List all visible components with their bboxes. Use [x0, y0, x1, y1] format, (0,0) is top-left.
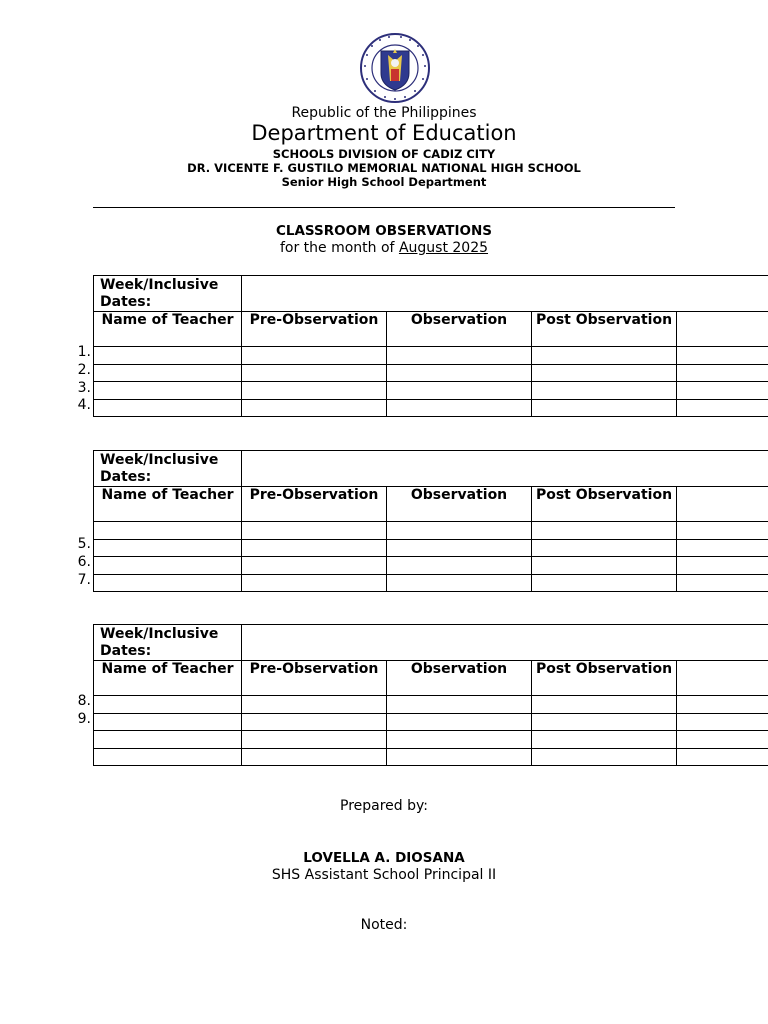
teacher-cell[interactable] [94, 557, 242, 575]
header-observation: Observation [387, 312, 532, 347]
row-number: 7. [77, 572, 91, 588]
row-number: 8. [77, 693, 91, 709]
department-name: Department of Education [251, 121, 517, 145]
prepared-by-label: Prepared by: [340, 798, 428, 814]
table-row [94, 364, 768, 382]
pre-observation-cell[interactable] [242, 713, 387, 731]
blank-cell[interactable] [677, 696, 768, 714]
post-observation-cell[interactable] [532, 574, 677, 592]
pre-observation-cell[interactable] [242, 364, 387, 382]
table-row [94, 399, 768, 417]
row-number: 2. [77, 362, 91, 378]
blank-cell[interactable] [677, 539, 768, 557]
observation-cell[interactable] [387, 748, 532, 766]
week-dates-field[interactable] [242, 451, 768, 487]
post-observation-cell[interactable] [532, 696, 677, 714]
pre-observation-cell[interactable] [242, 748, 387, 766]
deped-seal-icon [355, 33, 435, 103]
blank-cell[interactable] [677, 382, 768, 400]
observation-cell[interactable] [387, 696, 532, 714]
post-observation-cell[interactable] [532, 399, 677, 417]
teacher-cell[interactable] [94, 748, 242, 766]
teacher-cell[interactable] [94, 399, 242, 417]
blank-cell[interactable] [677, 713, 768, 731]
week-label: Week/Inclusive Dates: [94, 451, 242, 487]
header-name-of-teacher: Name of Teacher [94, 661, 242, 696]
post-observation-cell[interactable] [532, 347, 677, 365]
header-observation: Observation [387, 661, 532, 696]
post-observation-cell[interactable] [532, 522, 677, 540]
teacher-cell[interactable] [94, 364, 242, 382]
form-subtitle [0, 240, 768, 256]
week-label: Week/Inclusive Dates: [94, 276, 242, 312]
table-row [94, 347, 768, 365]
header-post-observation: Post Observation [532, 661, 677, 696]
month-value: August 2025 [398, 240, 489, 256]
post-observation-cell[interactable] [532, 382, 677, 400]
post-observation-cell[interactable] [532, 364, 677, 382]
month-prefix: for the month of [279, 240, 399, 256]
pre-observation-cell[interactable] [242, 557, 387, 575]
row-number: 5. [77, 536, 91, 552]
teacher-cell[interactable] [94, 574, 242, 592]
header-pre-observation: Pre-Observation [242, 661, 387, 696]
post-observation-cell[interactable] [532, 713, 677, 731]
blank-cell[interactable] [677, 574, 768, 592]
observation-cell[interactable] [387, 382, 532, 400]
department-unit: Senior High School Department [281, 175, 487, 189]
observation-cell[interactable] [387, 731, 532, 749]
pre-observation-cell[interactable] [242, 574, 387, 592]
table-row [94, 522, 768, 540]
row-number: 4. [77, 397, 91, 413]
pre-observation-cell[interactable] [242, 539, 387, 557]
blank-cell[interactable] [677, 364, 768, 382]
observation-cell[interactable] [387, 399, 532, 417]
header-divider [93, 207, 675, 208]
post-observation-cell[interactable] [532, 557, 677, 575]
observation-cell[interactable] [387, 557, 532, 575]
pre-observation-cell[interactable] [242, 382, 387, 400]
row-number: 3. [77, 380, 91, 396]
header-blank [677, 312, 768, 347]
row-number: 6. [77, 554, 91, 570]
header-pre-observation: Pre-Observation [242, 487, 387, 522]
teacher-cell[interactable] [94, 713, 242, 731]
post-observation-cell[interactable] [532, 748, 677, 766]
blank-cell[interactable] [677, 522, 768, 540]
school-name: DR. VICENTE F. GUSTILO MEMORIAL NATIONAL HIGH SCHOOL [187, 161, 581, 175]
form-title: CLASSROOM OBSERVATIONS [275, 223, 493, 239]
header-pre-observation: Pre-Observation [242, 312, 387, 347]
observation-table-2 [93, 450, 768, 592]
table-row [94, 574, 768, 592]
observation-cell[interactable] [387, 364, 532, 382]
table-row [94, 557, 768, 575]
header-post-observation: Post Observation [532, 487, 677, 522]
pre-observation-cell[interactable] [242, 399, 387, 417]
teacher-cell[interactable] [94, 347, 242, 365]
table-row [94, 748, 768, 766]
teacher-cell[interactable] [94, 696, 242, 714]
post-observation-cell[interactable] [532, 731, 677, 749]
week-label: Week/Inclusive Dates: [94, 625, 242, 661]
pre-observation-cell[interactable] [242, 522, 387, 540]
blank-cell[interactable] [677, 347, 768, 365]
table-row [94, 539, 768, 557]
post-observation-cell[interactable] [532, 539, 677, 557]
observation-cell[interactable] [387, 574, 532, 592]
observation-cell[interactable] [387, 539, 532, 557]
division-name: SCHOOLS DIVISION OF CADIZ CITY [272, 147, 496, 161]
table-row [94, 713, 768, 731]
teacher-cell[interactable] [94, 522, 242, 540]
observation-cell[interactable] [387, 347, 532, 365]
table-row [94, 731, 768, 749]
republic-line: Republic of the Philippines [291, 105, 477, 121]
signer-position: SHS Assistant School Principal II [271, 867, 497, 883]
week-dates-field[interactable] [242, 276, 768, 312]
header-name-of-teacher: Name of Teacher [94, 312, 242, 347]
noted-label: Noted: [360, 917, 408, 933]
blank-cell[interactable] [677, 748, 768, 766]
table-row [94, 696, 768, 714]
pre-observation-cell[interactable] [242, 696, 387, 714]
blank-cell[interactable] [677, 557, 768, 575]
header-observation: Observation [387, 487, 532, 522]
blank-cell[interactable] [677, 399, 768, 417]
observation-cell[interactable] [387, 713, 532, 731]
row-number: 1. [77, 344, 91, 360]
blank-cell[interactable] [677, 731, 768, 749]
observation-table-3 [93, 624, 768, 766]
signer-name: LOVELLA A. DIOSANA [303, 850, 465, 866]
pre-observation-cell[interactable] [242, 347, 387, 365]
pre-observation-cell[interactable] [242, 731, 387, 749]
header-blank [677, 661, 768, 696]
header-post-observation: Post Observation [532, 312, 677, 347]
teacher-cell[interactable] [94, 382, 242, 400]
teacher-cell[interactable] [94, 731, 242, 749]
header-blank [677, 487, 768, 522]
row-number: 9. [77, 711, 91, 727]
header-name-of-teacher: Name of Teacher [94, 487, 242, 522]
teacher-cell[interactable] [94, 539, 242, 557]
week-dates-field[interactable] [242, 625, 768, 661]
table-row [94, 382, 768, 400]
observation-table-1 [93, 275, 768, 417]
observation-cell[interactable] [387, 522, 532, 540]
